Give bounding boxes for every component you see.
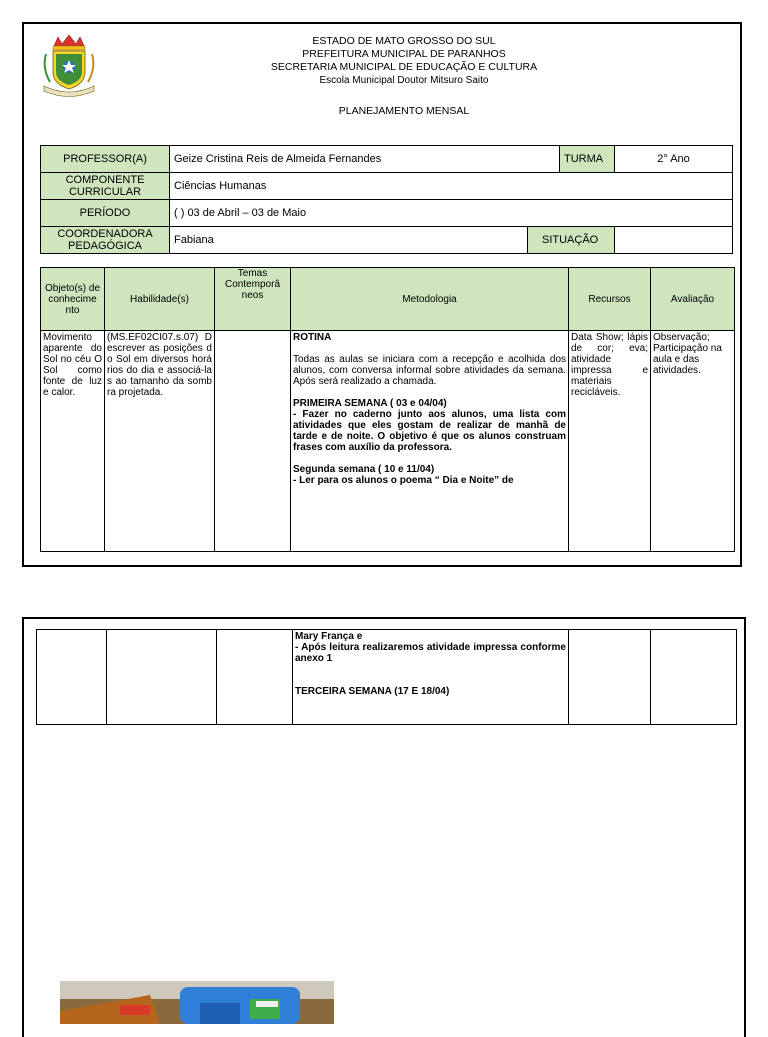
coordenadora-label-line1: COORDENADORA — [57, 228, 153, 240]
componente-value: Ciências Humanas — [170, 173, 733, 200]
document-header — [204, 35, 604, 118]
cell-habilidades: (MS.EF02CI07.s.07) Descrever as posições do Sol em diversos horários do dia e associá-las ao tamanho da sombra projetada. — [105, 331, 215, 552]
coordenadora-label-line2: PEDAGÓGICA — [68, 240, 142, 252]
planning-table-continued — [36, 629, 737, 725]
cont-cell-avaliacao — [651, 630, 737, 725]
cont-cell-objeto — [37, 630, 107, 725]
planning-table — [40, 267, 735, 552]
cell-metodologia — [291, 331, 569, 552]
info-row-periodo — [41, 200, 733, 227]
cont-cell-metodologia — [293, 630, 569, 725]
rotina-text: Todas as aulas se iniciara com a recepção e acolhida dos alunos, com conversa informal sobre atividades da semana. Após será realizado a chamada. — [293, 354, 566, 387]
document-page-1 — [22, 22, 742, 567]
coordenadora-value: Fabiana — [170, 227, 528, 254]
header-avaliacao: Avaliação — [651, 268, 735, 331]
professor-label: PROFESSOR(A) — [41, 146, 170, 173]
header-metodologia: Metodologia — [291, 268, 569, 331]
info-row-professor — [41, 146, 733, 173]
document-title: PLANEJAMENTO MENSAL — [338, 105, 470, 117]
periodo-label: PERÍODO — [41, 200, 170, 227]
semana3-title: TERCEIRA SEMANA (17 E 18/04) — [295, 686, 450, 697]
info-row-componente — [41, 173, 733, 200]
semana1-title: PRIMEIRA SEMANA ( 03 e 04/04) — [293, 398, 447, 409]
cont-text2: - Após leitura realizaremos atividade impressa conforme anexo 1 — [295, 642, 566, 664]
cont-text1: Mary França e — [295, 631, 363, 642]
turma-label: TURMA — [560, 146, 615, 173]
header-temas: Temas Contemporâ neos — [215, 268, 291, 331]
header-recursos: Recursos — [569, 268, 651, 331]
semana1-text: - Fazer no caderno junto aos alunos, uma lista com atividades que eles gostam de realizar de manhã de tarde e de noite. O objetivo é que os alunos construam frases com auxílio da professora. — [293, 409, 566, 453]
cont-cell-habilidades — [107, 630, 217, 725]
rotina-title: ROTINA — [293, 332, 332, 343]
turma-value: 2° Ano — [615, 146, 733, 173]
periodo-value: ( ) 03 de Abril – 03 de Maio — [170, 200, 733, 227]
cont-cell-recursos — [569, 630, 651, 725]
componente-label — [41, 173, 170, 200]
header-school: Escola Municipal Doutor Mitsuro Saito — [319, 75, 489, 86]
cell-temas — [215, 331, 291, 552]
professor-value: Geize Cristina Reis de Almeida Fernandes — [170, 146, 560, 173]
classroom-photo — [60, 981, 334, 1024]
header-prefeitura: PREFEITURA MUNICIPAL DE PARANHOS — [302, 48, 506, 60]
componente-label-line2: CURRICULAR — [68, 186, 142, 198]
cell-recursos: Data Show; lápis de cor; eva; atividade impressa e materiais recicláveis. — [569, 331, 651, 552]
situacao-label: SITUAÇÃO — [528, 227, 615, 254]
coordenadora-label — [41, 227, 170, 254]
semana2-title: Segunda semana ( 10 e 11/04) — [293, 464, 435, 475]
header-objeto: Objeto(s) de conhecime nto — [41, 268, 105, 331]
cont-cell-temas — [217, 630, 293, 725]
header-secretaria: SECRETARIA MUNICIPAL DE EDUCAÇÃO E CULTURA — [270, 61, 538, 73]
semana2-text: - Ler para os alunos o poema “ Dia e Noite” de — [293, 475, 514, 486]
info-table — [40, 145, 733, 254]
municipal-coat-of-arms-logo — [38, 34, 100, 98]
situacao-value — [615, 227, 733, 254]
planning-row — [41, 331, 735, 552]
header-state: ESTADO DE MATO GROSSO DO SUL — [312, 35, 496, 47]
header-habilidades: Habilidade(s) — [105, 268, 215, 331]
cell-objeto: Movimento aparente do Sol no céu O Sol como fonte de luz e calor. — [41, 331, 105, 552]
document-page-2 — [22, 617, 746, 1037]
planning-header-row — [41, 268, 735, 331]
planning-row-continued — [37, 630, 737, 725]
componente-label-line1: COMPONENTE — [65, 174, 145, 186]
info-row-coordenadora — [41, 227, 733, 254]
cell-avaliacao: Observação; Participação na aula e das atividades. — [651, 331, 735, 552]
